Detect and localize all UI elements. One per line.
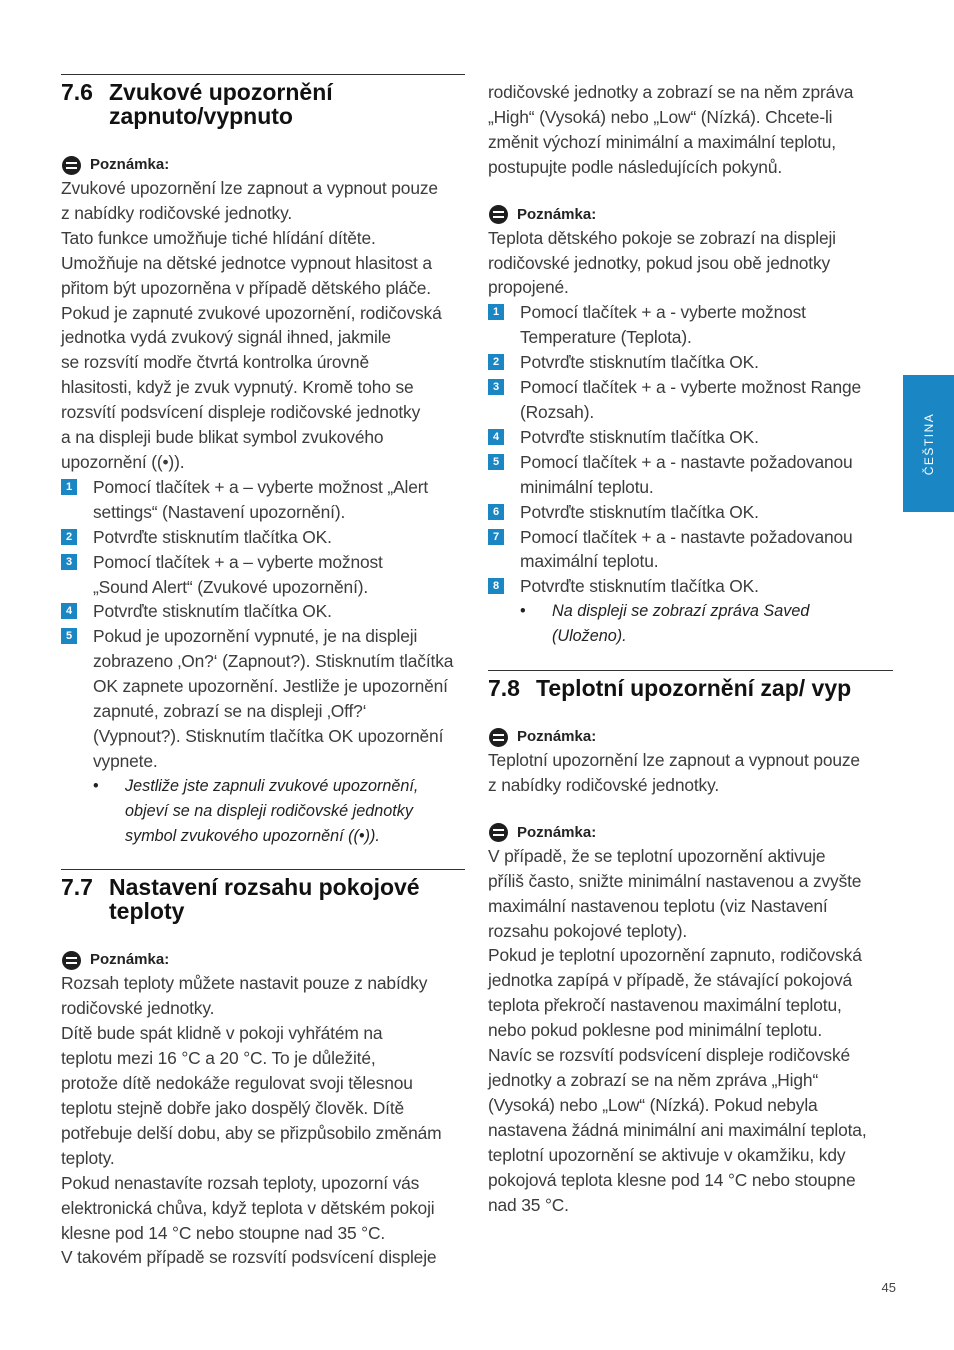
step-line: vypnete. — [93, 750, 158, 771]
note-heading — [61, 949, 465, 971]
step-text: Potvrďte stisknutím tlačítka OK. — [93, 601, 332, 622]
step-list — [488, 300, 893, 599]
text-line: nastavena žádná minimální ani maximální teplota, — [488, 1119, 867, 1140]
text-line: teplotu stejně dobře jako dospělý člověk. Dítě — [61, 1098, 405, 1118]
note-icon — [489, 728, 508, 747]
text-line: se rozsvítí modře čtvrtá kontrolka úrovně — [61, 352, 369, 373]
text-line: Pokud je zapnuté zvukové upozornění, rodičovská — [61, 302, 442, 323]
step-text — [520, 300, 893, 350]
text-line: Dítě bude spát klidně v pokoji vyhřátém na — [61, 1023, 383, 1044]
step-text — [93, 624, 465, 773]
text-line: teplotní upozornění se aktivuje v okamžiku, kdy — [488, 1144, 846, 1165]
text-line: jednotka vydá zvukový signál ihned, jakmile — [61, 327, 391, 348]
note-label: Poznámka: — [517, 205, 597, 223]
step-item — [488, 525, 893, 575]
step-item — [488, 450, 893, 500]
text-line: Navíc se rozsvítí podsvícení displeje rodičovské — [488, 1045, 851, 1066]
text-line: pokojová teplota klesne pod 14 °C nebo stoupne — [488, 1169, 856, 1190]
step-item — [488, 350, 893, 375]
step-number: 2 — [488, 354, 504, 370]
text-line: změnit výchozí minimální a maximální teplotu, — [488, 131, 836, 152]
step-line: (Vypnout?). Stisknutím tlačítka OK upozornění — [93, 725, 444, 746]
section-number: 7.6 — [61, 79, 93, 105]
step-text: Potvrďte stisknutím tlačítka OK. — [520, 426, 759, 447]
note-heading — [488, 204, 893, 226]
step-number: 8 — [488, 578, 504, 594]
text-line: Pokud je teplotní upozornění zapnuto, rodičovská — [488, 945, 862, 966]
step-text — [93, 475, 465, 525]
step-number: 3 — [488, 379, 504, 395]
language-tab-label: ČEŠTINA — [921, 412, 936, 475]
step-item — [488, 375, 893, 425]
text-line: nad 35 °C. — [488, 1194, 569, 1215]
text-line: rozsahu pokojové teploty). — [488, 920, 688, 941]
step-line: Pomocí tlačítek + a - vyberte možnost Range — [520, 377, 862, 398]
text-line: postupujte podle následujících pokynů. — [488, 156, 783, 177]
section-title: Nastavení rozsahu pokojové teploty — [109, 874, 420, 925]
step-line: Pokud je upozornění vypnuté, je na displeji — [93, 626, 418, 647]
language-tab — [903, 375, 954, 512]
text-line: elektronická chůva, když teplota v dětském pokoji — [61, 1197, 435, 1218]
text-line: jednotka zapípá v případě, že stávající pokojová — [488, 970, 853, 991]
text-line: teplotu mezi 16 °C a 20 °C. To je důležité, — [61, 1048, 376, 1069]
text-line: upozornění ((•)). — [61, 451, 185, 472]
bullet-item — [488, 599, 893, 649]
text-line: Teplota dětského pokoje se zobrazí na displeji — [488, 227, 836, 248]
text-line: rodičovské jednotky a zobrazí se na něm zpráva — [488, 82, 854, 102]
step-number: 6 — [488, 504, 504, 520]
step-line: zapnuté, zobrazí se na displeji ‚Off?‘ — [93, 701, 367, 722]
text-line: Umožňuje na dětské jednotce vypnout hlasitost a — [61, 252, 432, 273]
step-line: Pomocí tlačítek + a - nastavte požadovanou — [520, 526, 853, 547]
note-icon — [489, 205, 508, 224]
text-line: Pokud nenastavíte rozsah teploty, upozorní vás — [61, 1172, 420, 1193]
text-line: jednotky a zobrazí se na něm zpráva „High“ — [488, 1070, 819, 1090]
step-item — [488, 425, 893, 450]
note-label: Poznámka: — [90, 951, 170, 969]
step-line: (Rozsah). — [520, 401, 595, 422]
step-text — [520, 525, 893, 575]
step-item — [488, 300, 893, 350]
step-text — [520, 375, 893, 425]
step-number: 4 — [488, 429, 504, 445]
text-line: a na displeji bude blikat symbol zvukového — [61, 427, 384, 448]
step-item — [61, 525, 465, 550]
note-label: Poznámka: — [517, 728, 597, 746]
text-line: z nabídky rodičovské jednotky. — [61, 202, 293, 223]
bullet-text — [125, 774, 418, 849]
step-text — [520, 450, 893, 500]
text-line: z nabídky rodičovské jednotky. — [488, 774, 720, 795]
step-item — [61, 550, 465, 600]
text-line: protože dítě nedokáže regulovat svoji tělesnou — [61, 1073, 413, 1094]
step-number: 5 — [61, 628, 77, 644]
text-line: Zvukové upozornění lze zapnout a vypnout pouze — [61, 178, 438, 198]
step-number: 4 — [61, 603, 77, 619]
text-line: V takovém případě se rozsvítí podsvícení displeje — [61, 1247, 437, 1268]
step-list — [61, 475, 465, 774]
bullet-line: symbol zvukového upozornění ((•)). — [125, 826, 380, 845]
note-label: Poznámka: — [517, 823, 597, 841]
text-line: potřebuje delší dobu, aby se přizpůsobilo změnám — [61, 1122, 442, 1143]
section-title: Teplotní upozornění zap/ vyp — [536, 675, 852, 702]
step-line: „Sound Alert“ (Zvukové upozornění). — [93, 576, 369, 597]
step-number: 3 — [61, 554, 77, 570]
section-heading-7-7 — [61, 869, 465, 923]
step-line: Pomocí tlačítek + a – vyberte možnost — [93, 551, 383, 572]
bullet-text — [552, 599, 809, 649]
text-line: příliš často, snižte minimální nastavenou a zvyšte — [488, 870, 862, 891]
bullet-item — [61, 774, 465, 849]
text-line: Teplotní upozornění lze zapnout a vypnout pouze — [488, 750, 860, 771]
note-icon — [62, 156, 81, 175]
note-heading — [61, 154, 465, 176]
step-line: zobrazeno ‚On?‘ (Zapnout?). Stisknutím tlačítka — [93, 651, 454, 672]
step-item — [61, 475, 465, 525]
text-line: nebo pokud poklesne pod minimální teplotu. — [488, 1020, 823, 1041]
bullet-line: (Uloženo). — [552, 627, 627, 646]
step-item — [61, 624, 465, 773]
right-column — [488, 80, 893, 1217]
text-line: rodičovské jednotky. — [61, 998, 215, 1019]
step-number: 2 — [61, 529, 77, 545]
note-heading — [488, 726, 893, 748]
step-text: Potvrďte stisknutím tlačítka OK. — [93, 526, 332, 547]
step-item — [61, 599, 465, 624]
step-text: Potvrďte stisknutím tlačítka OK. — [520, 501, 759, 522]
step-item — [488, 574, 893, 599]
note-icon — [62, 951, 81, 970]
section-number: 7.8 — [488, 675, 520, 702]
step-line: minimální teplotu. — [520, 476, 654, 497]
left-column — [61, 74, 465, 1270]
text-line: Tato funkce umožňuje tiché hlídání dítěte. — [61, 227, 376, 248]
step-line: settings“ (Nastavení upozornění). — [93, 501, 346, 522]
text-line: V případě, že se teplotní upozornění aktivuje — [488, 845, 826, 866]
note-icon — [489, 823, 508, 842]
section-heading-7-8 — [488, 670, 893, 700]
step-number: 5 — [488, 454, 504, 470]
text-line: maximální nastavenou teplotu (viz Nastavení — [488, 895, 828, 916]
text-line: propojené. — [488, 277, 569, 298]
section-title: Zvukové upozornění zapnuto/vypnuto — [109, 79, 333, 129]
step-line: Pomocí tlačítek + a - nastavte požadovanou — [520, 451, 853, 472]
text-line: teploty. — [61, 1147, 115, 1168]
step-text — [93, 550, 465, 600]
text-line: (Vysoká) nebo „Low“ (Nízká). Pokud nebyla — [488, 1094, 818, 1115]
step-number: 1 — [61, 479, 77, 495]
step-line: maximální teplotu. — [520, 551, 659, 572]
step-number: 1 — [488, 304, 504, 320]
step-line: Pomocí tlačítek + a – vyberte možnost „Alert — [93, 476, 429, 497]
step-text: Potvrďte stisknutím tlačítka OK. — [520, 576, 759, 597]
step-line: Temperature (Teplota). — [520, 327, 692, 348]
bullet-line: objeví se na displeji rodičovské jednotky — [125, 801, 413, 820]
step-text: Potvrďte stisknutím tlačítka OK. — [520, 352, 759, 373]
bullet-mark: • — [520, 602, 526, 621]
bullet-line: Jestliže jste zapnuli zvukové upozornění, — [125, 776, 419, 795]
section-heading-7-6 — [61, 74, 465, 128]
note-label: Poznámka: — [90, 156, 170, 173]
page-number: 45 — [881, 1280, 896, 1295]
step-number: 7 — [488, 529, 504, 545]
text-line: teplota překročí nastavenou maximální teplotu, — [488, 995, 842, 1016]
text-line: „High“ (Vysoká) nebo „Low“ (Nízká). Chcete-li — [488, 106, 833, 127]
text-line: hlasitosti, když je zvuk vypnutý. Kromě toho se — [61, 377, 414, 398]
step-line: Pomocí tlačítek + a - vyberte možnost — [520, 302, 806, 323]
step-line: OK zapnete upozornění. Jestliže je upozornění — [93, 676, 448, 697]
note-heading — [488, 822, 893, 844]
text-line: rozsvítí podsvícení displeje rodičovské jednotky — [61, 402, 421, 423]
step-item — [488, 500, 893, 525]
text-line: klesne pod 14 °C nebo stoupne nad 35 °C. — [61, 1222, 386, 1243]
text-line: Rozsah teploty můžete nastavit pouze z nabídky — [61, 973, 428, 994]
bullet-mark: • — [93, 776, 99, 795]
text-line: přitom být upozorněna v případě dětského pláče. — [61, 277, 431, 298]
bullet-line: Na displeji se zobrazí zpráva Saved — [552, 602, 810, 621]
section-number: 7.7 — [61, 874, 93, 901]
text-line: rodičovské jednotky, pokud jsou obě jednotky — [488, 252, 831, 273]
